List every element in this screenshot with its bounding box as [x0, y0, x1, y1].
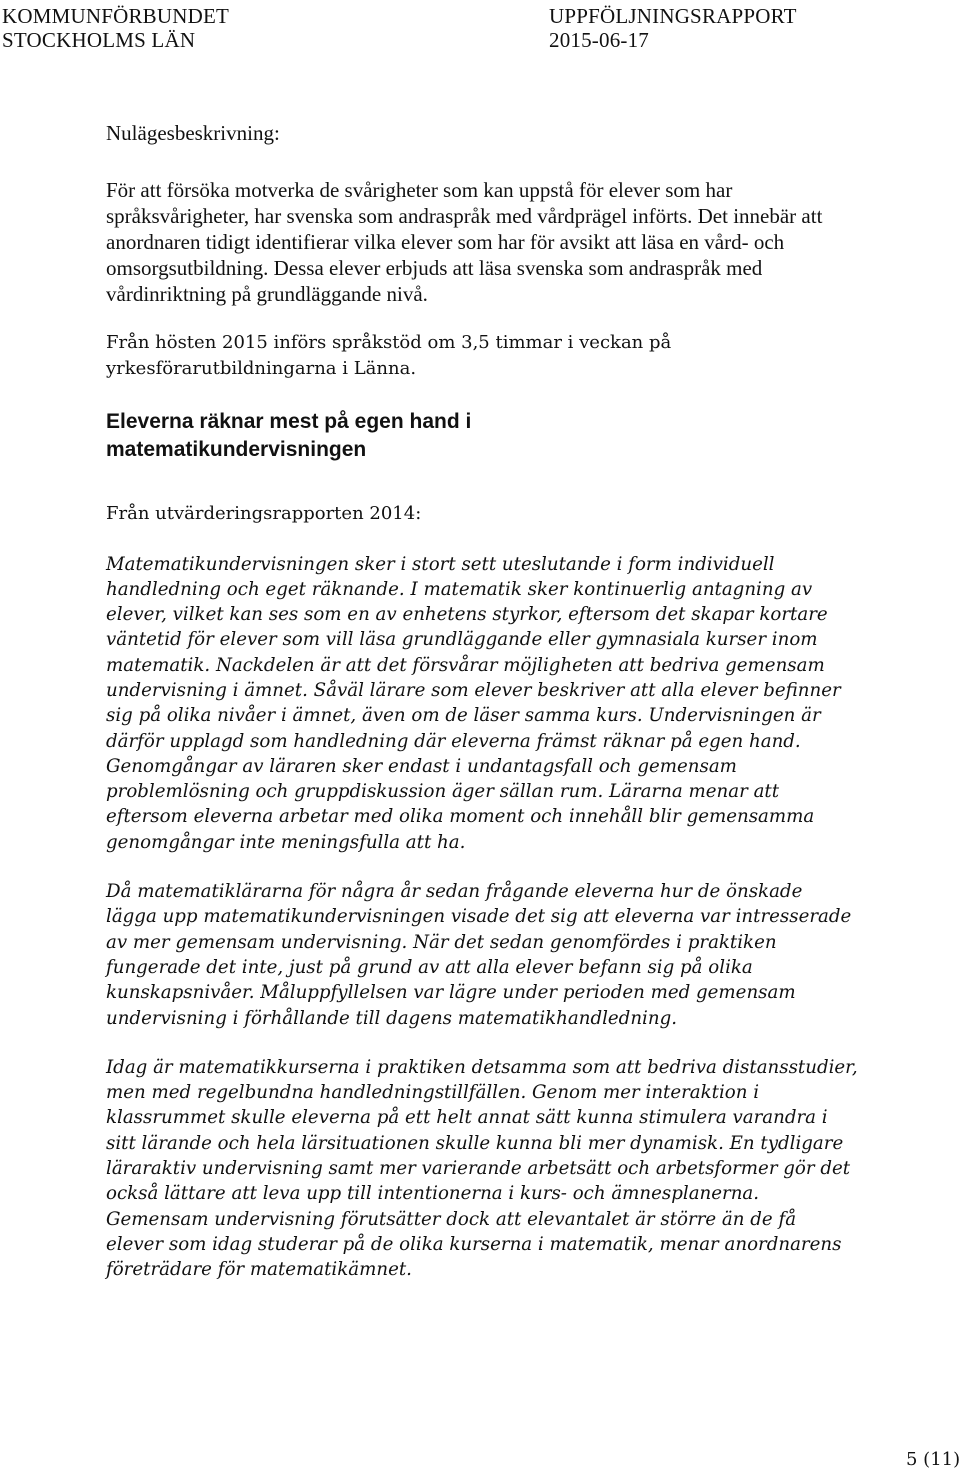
section-heading-math: Eleverna räknar mest på egen hand i matematikundervisningen [106, 410, 472, 461]
page-number: 5 (11) [906, 1449, 960, 1470]
header-report-info [549, 4, 797, 52]
header-report-date: 2015-06-17 [549, 28, 649, 52]
page-header [0, 4, 960, 60]
source-label: Från utvärderingsrapporten 2014: [106, 503, 422, 524]
document-body [106, 120, 866, 1283]
header-org-line2: STOCKHOLMS LÄN [2, 28, 196, 52]
paragraph-language-support: För att försöka motverka de svårigheter som kan uppstå för elever som har språksvårigheter, har svenska som andraspråk med vårdprägel införts. Det innebär att anordnaren tidigt identifierar vilka elever som har för avsikt att läsa en vård- och omsorgsutbildning. Dessa elever erbjuds att läsa svenska som andraspråk med vårdinriktning på grundläggande nivå. [106, 178, 823, 306]
header-report-type: UPPFÖLJNINGSRAPPORT [549, 4, 797, 28]
quote-paragraph-3: Idag är matematikkurserna i praktiken detsamma som att bedriva distansstudier, men med regelbundna handledningstillfällen. Genom mer interaktion i klassrummet skulle eleverna på ett helt annat sätt kunna stimulera varandra i sitt lärande och hela lärsituationen skulle kunna bli mer dynamisk. En tydligare läraraktiv undervisning samt mer varierande arbetsätt och arbetsformer gör det också lättare att leva upp till intentionerna i kurs- och ämnesplanerna. Gemensam undervisning förutsätter dock att elevantalet är större än de få elever som idag studerar på de olika kurserna i matematik, menar anordnarens företrädare för matematikämnet. [106, 1056, 858, 1281]
header-org-line1: KOMMUNFÖRBUNDET [2, 4, 230, 28]
section-label-nulagesbeskrivning: Nulägesbeskrivning: [106, 121, 280, 145]
quote-paragraph-2: Då matematiklärarna för några år sedan frågande eleverna hur de önskade lägga upp matematikundervisningen visade det sig att eleverna var intresserade av mer gemensam undervisning. När det sedan genomfördes i praktiken fungerade det inte, just på grund av att alla elever befann sig på olika kunskapsnivåer. Måluppfyllelsen var lägre under perioden med gemensam undervisning i förhållande till dagens matematikhandledning. [106, 881, 852, 1029]
paragraph-language-support-2015: Från hösten 2015 införs språkstöd om 3,5 timmar i veckan på yrkesförarutbildningarna i Länna. [106, 332, 672, 379]
header-organization [2, 4, 229, 52]
quote-paragraph-1: Matematikundervisningen sker i stort sett uteslutande i form individuell handledning och eget räknande. I matematik sker kontinuerlig antagning av elever, vilket kan ses som en av enhetens styrkor, eftersom det skapar kortare väntetid för elever som vill läsa grundläggande eller gymnasiala kurser inom matematik. Nackdelen är att det försvårar möjligheten att bedriva gemensam undervisning i ämnet. Såväl lärare som elever beskriver att alla elever befinner sig på olika nivåer i ämnet, även om de läser samma kurs. Undervisningen är därför upplagd som handledning där eleverna främst räknar på egen hand. Genomgångar av läraren sker endast i undantagsfall och gemensam problemlösning och gruppdiskussion äger sällan rum. Lärarna menar att eftersom eleverna arbetar med olika moment och innehåll blir gemensamma genomgångar inte meningsfulla att ha. [106, 553, 841, 853]
